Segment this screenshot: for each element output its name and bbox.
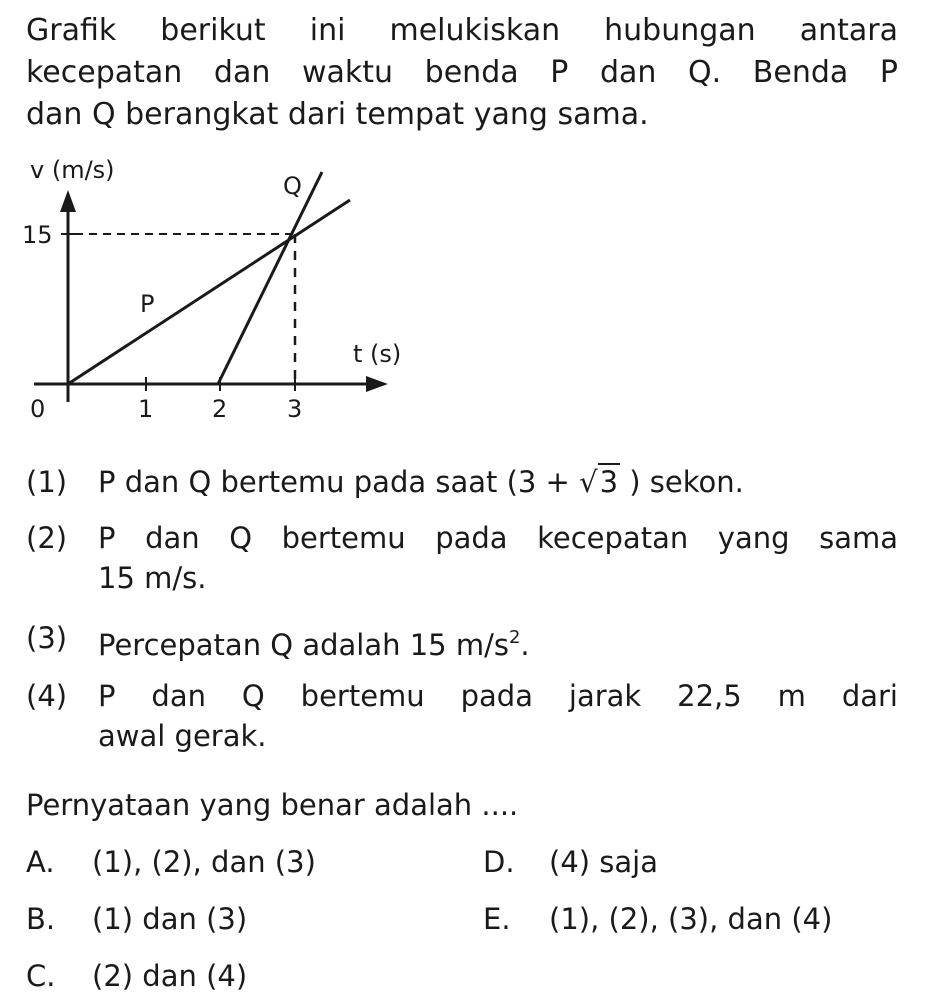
line-q xyxy=(218,172,322,384)
option-d[interactable] xyxy=(483,842,658,882)
question-prompt: Pernyataan yang benar adalah .... xyxy=(26,788,519,822)
velocity-time-graph xyxy=(0,150,440,430)
intro-line-1: Grafik berikut ini melukiskan hubungan antara xyxy=(26,13,898,48)
line-q-label: Q xyxy=(283,172,302,200)
sqrt-expression: √3 xyxy=(579,465,619,499)
option-e[interactable] xyxy=(483,899,832,939)
statement-text-continued: 15 m/s. xyxy=(98,561,207,595)
option-text: (4) saja xyxy=(549,845,659,879)
intro-line-2: kecepatan dan waktu benda P dan Q. Benda P xyxy=(26,55,898,90)
y-axis-label: v (m/s) xyxy=(30,156,115,184)
statement-2 xyxy=(26,518,898,598)
option-a[interactable] xyxy=(26,842,316,882)
statement-number: (4) xyxy=(26,679,68,713)
statement-3 xyxy=(26,618,898,665)
option-letter: A. xyxy=(26,845,55,879)
statement-text: P dan Q bertemu pada kecepatan yang sama xyxy=(98,521,898,555)
option-c[interactable] xyxy=(26,956,247,996)
x-axis-label: t (s) xyxy=(353,340,402,368)
option-letter: C. xyxy=(26,959,56,993)
option-text: (1), (2), (3), dan (4) xyxy=(549,902,833,936)
line-p xyxy=(68,200,350,384)
x-tick-label-1: 1 xyxy=(138,395,154,423)
statement-text: P dan Q bertemu pada saat (3 + √3 ) sekon. xyxy=(98,465,744,499)
statement-number: (1) xyxy=(26,465,68,499)
y-axis-arrow xyxy=(60,190,76,212)
option-text: (1) dan (3) xyxy=(92,902,248,936)
statement-text: Percepatan Q adalah 15 $m/s^2$. xyxy=(98,627,530,662)
x-axis-arrow xyxy=(366,376,388,392)
option-text: (2) dan (4) xyxy=(92,959,248,993)
y-tick-label-15: 15 xyxy=(22,221,53,249)
option-text: (1), (2), dan (3) xyxy=(92,845,316,879)
option-letter: E. xyxy=(483,902,511,936)
option-letter: D. xyxy=(483,845,515,879)
statement-number: (2) xyxy=(26,521,68,555)
option-b[interactable] xyxy=(26,899,247,939)
statement-number: (3) xyxy=(26,621,68,655)
x-tick-label-3: 3 xyxy=(287,395,303,423)
option-letter: B. xyxy=(26,902,56,936)
statement-1 xyxy=(26,462,898,502)
x-tick-label-0: 0 xyxy=(30,395,46,423)
statement-text: P dan Q bertemu pada jarak 22,5 m dari xyxy=(98,679,898,713)
intro-line-3: dan Q berangkat dari tempat yang sama. xyxy=(26,97,649,132)
line-p-label: P xyxy=(140,290,155,318)
statement-4 xyxy=(26,676,898,756)
statement-text-continued: awal gerak. xyxy=(98,719,267,753)
question-intro xyxy=(26,10,898,136)
x-tick-label-2: 2 xyxy=(212,395,228,423)
